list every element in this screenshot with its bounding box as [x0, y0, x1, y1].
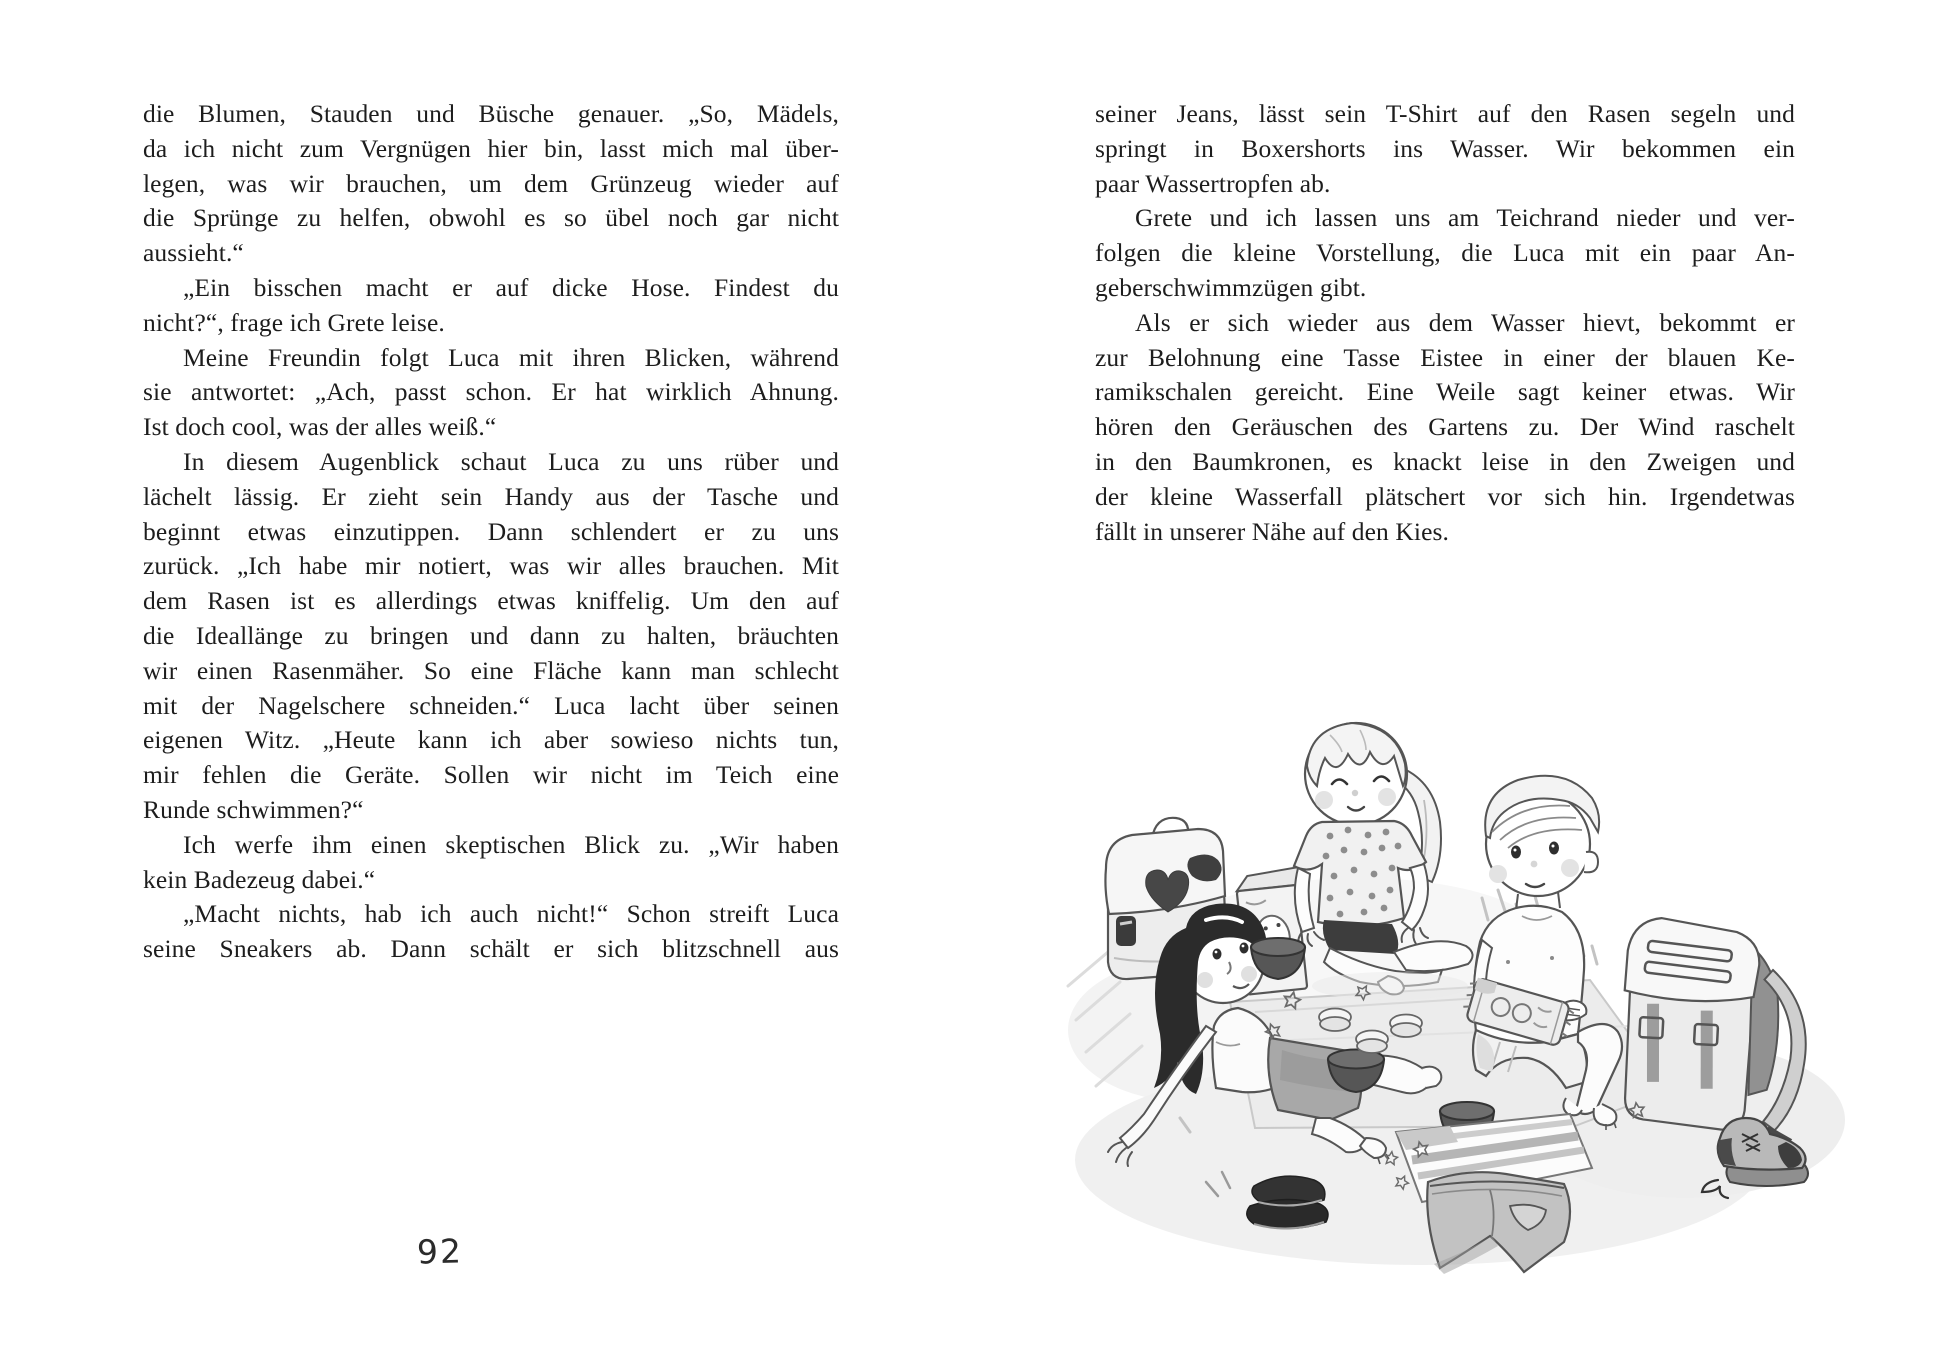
page-number: 92 — [416, 1231, 464, 1272]
text-line: Ich werfe ihm einen skeptischen Blick zu. „Wir haben — [183, 829, 839, 859]
text-line: wir einen Rasenmäher. So eine Fläche kann man schlecht — [143, 655, 839, 685]
text-line: springt in Boxershorts ins Wasser. Wir bekommen ein — [1095, 133, 1795, 163]
text-line: ramikschalen gereicht. Eine Weile sagt keiner etwas. Wir — [1095, 377, 1795, 407]
left-page-text-column — [143, 97, 839, 967]
text-line: Als er sich wieder aus dem Wasser hievt, bekommt er — [1135, 307, 1795, 337]
text-line: dem Rasen ist es allerdings etwas kniffelig. Um den auf — [143, 586, 839, 616]
text-line: geberschwimmzügen gibt. — [1095, 272, 1367, 302]
text-line: beginnt etwas einzutippen. Dann schlendert er zu uns — [143, 516, 839, 546]
text-line: seiner Jeans, lässt sein T-Shirt auf den Rasen segeln und — [1095, 99, 1795, 128]
right-page-text-column — [1095, 97, 1795, 549]
text-line: Grete und ich lassen uns am Teichrand nieder und ver- — [1135, 203, 1795, 233]
text-line: mir fehlen die Geräte. Sollen wir nicht im Teich eine — [143, 760, 839, 790]
text-line: folgen die kleine Vorstellung, die Luca mit ein paar An- — [1095, 238, 1795, 268]
text-line: sie antwortet: „Ach, passt schon. Er hat wirklich Ahnung. — [143, 377, 839, 407]
text-line: nicht?“, frage ich Grete leise. — [143, 307, 445, 337]
text-line: fällt in unserer Nähe auf den Kies. — [1095, 516, 1449, 546]
text-line: In diesem Augenblick schaut Luca zu uns rüber und — [183, 446, 839, 476]
text-line: seine Sneakers ab. Dann schält er sich blitzschnell aus — [143, 934, 839, 964]
text-line: Runde schwimmen?“ — [143, 794, 364, 824]
text-line: zur Belohnung eine Tasse Eistee in einer der blauen Ke- — [1095, 342, 1795, 372]
text-line: „Macht nichts, hab ich auch nicht!“ Schon streift Luca — [183, 899, 839, 929]
text-line: die Blumen, Stauden und Büsche genauer. „So, Mädels, — [143, 99, 839, 128]
text-line: die Ideallänge zu bringen und dann zu halten, bräuchten — [143, 620, 839, 650]
text-line: da ich nicht zum Vergnügen hier bin, lasst mich mal über- — [143, 133, 839, 163]
text-line: „Ein bisschen macht er auf dicke Hose. Findest du — [183, 272, 839, 302]
text-line: kein Badezeug dabei.“ — [143, 864, 376, 894]
right-backpack — [1617, 916, 1812, 1153]
text-line: zurück. „Ich habe mir notiert, was wir alles brauchen. Mit — [143, 551, 839, 581]
text-line: lächelt lässig. Er zieht sein Handy aus der Tasche und — [143, 481, 839, 511]
text-line: die Sprünge zu helfen, obwohl es so übel noch gar nicht — [143, 203, 839, 233]
text-line: Ist doch cool, was der alles weiß.“ — [143, 412, 497, 442]
text-line: eigenen Witz. „Heute kann ich aber sowieso nichts tun, — [143, 725, 839, 755]
text-line: aussieht.“ — [143, 238, 244, 268]
text-line: Meine Freundin folgt Luca mit ihren Blicken, während — [183, 342, 839, 372]
text-line: in den Baumkronen, es knackt leise in den Zweigen und — [1095, 446, 1795, 476]
text-line: der kleine Wasserfall plätschert vor sich hin. Irgendetwas — [1095, 481, 1795, 511]
text-line: legen, was wir brauchen, um dem Grünzeug wieder auf — [143, 168, 839, 198]
text-line: hören den Geräuschen des Gartens zu. Der Wind raschelt — [1095, 412, 1795, 442]
picnic-illustration — [1030, 690, 1850, 1330]
text-line: paar Wassertropfen ab. — [1095, 168, 1331, 198]
text-line: mit der Nagelschere schneiden.“ Luca lacht über seinen — [143, 690, 839, 720]
